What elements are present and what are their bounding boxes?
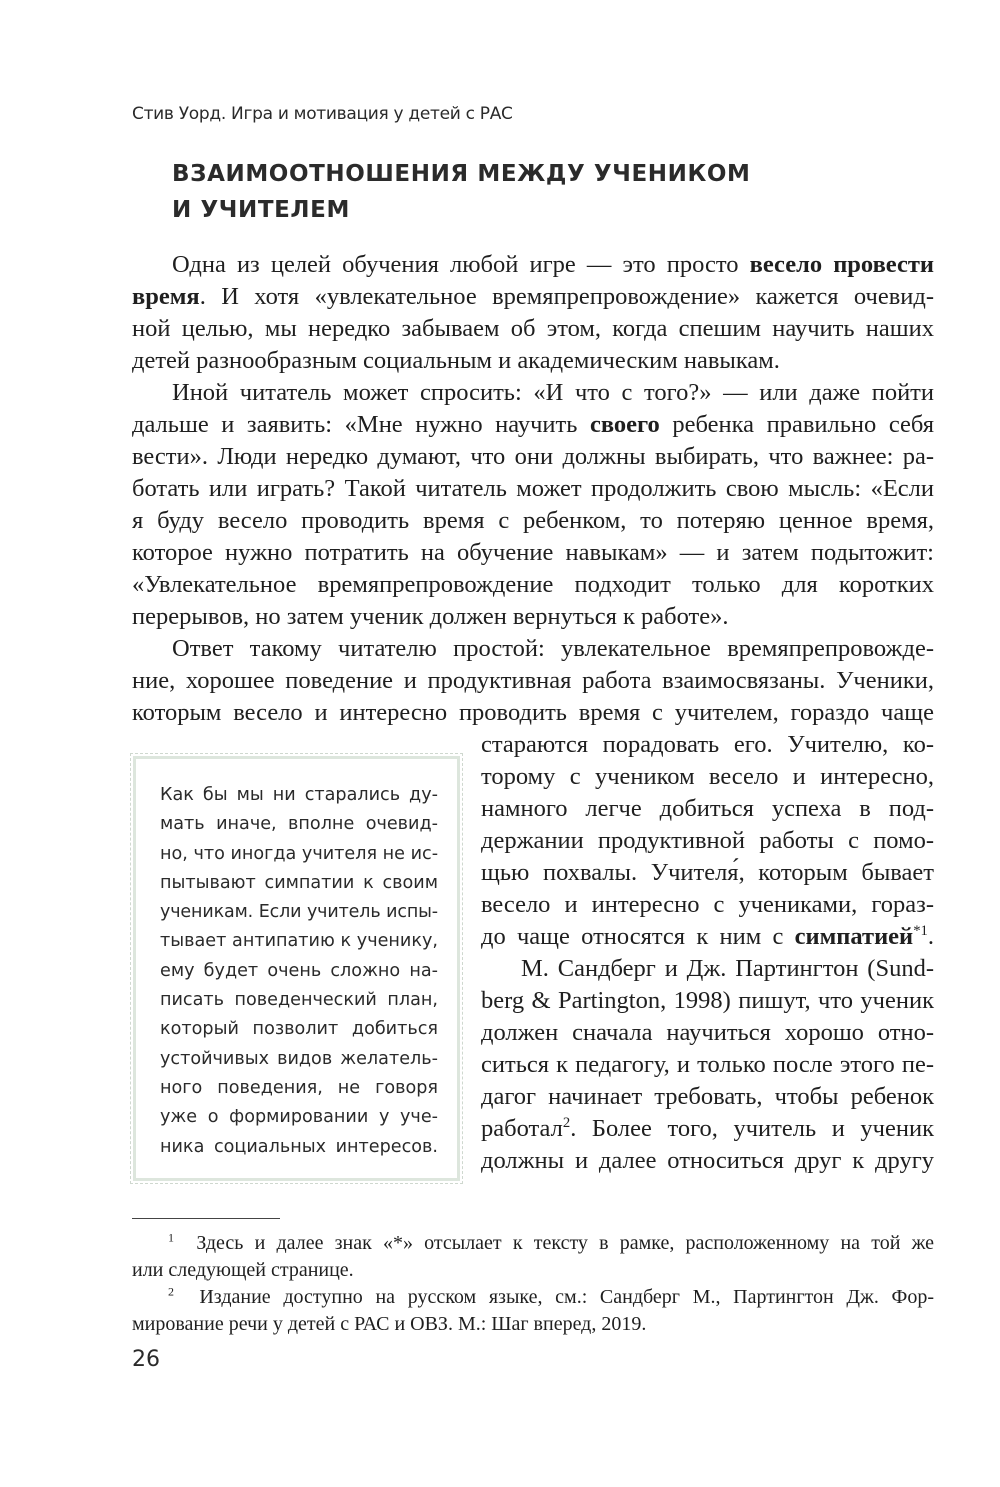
sidebar-box-line: уже о формировании у уче- <box>160 1107 438 1128</box>
sidebar-box-line: писать поведенческий план, <box>160 990 438 1011</box>
paragraph-2-line: Иной читатель может спросить: «И что с того?» — или даже пойти <box>172 379 934 406</box>
paragraph-3-line: щью похвалы. Учителя́, которым бывает <box>481 859 934 886</box>
footnote-2-line <box>132 1284 934 1311</box>
text-run: Одна из целей обучения любой игре — это просто <box>172 251 750 278</box>
paragraph-2-line <box>132 409 934 441</box>
paragraph-4-line: berg & Partington, 1998) пишут, что ученик <box>481 987 934 1014</box>
sidebar-box-line: Как бы мы ни старались ду- <box>160 785 438 805</box>
emphasis-text: своего <box>589 411 660 438</box>
paragraph-3-line: стараются порадовать его. Учителю, ко- <box>481 731 934 758</box>
sidebar-box-line: устойчивых видов желатель- <box>160 1048 438 1069</box>
footnote-divider <box>132 1218 280 1219</box>
section-title-line-1: ВЗАИМООТНОШЕНИЯ МЕЖДУ УЧЕНИКОМ <box>172 161 751 187</box>
running-header: Стив Уорд. Игра и мотивация у детей с РАС <box>132 104 513 124</box>
text-run: работал <box>481 1115 563 1142</box>
sidebar-box-line: ного поведения, не говоря <box>160 1077 438 1098</box>
paragraph-3-column <box>481 729 934 953</box>
footnote-2 <box>132 1284 934 1338</box>
emphasis-text: симпатией <box>794 923 914 950</box>
paragraph-3-line: Ответ такому читателю простой: увлекательное времяпрепровожде- <box>172 635 934 662</box>
footnote-ref: 2 <box>562 1114 571 1131</box>
paragraph-1-line: детей разнообразным социальным и академическим навыкам. <box>132 347 780 374</box>
sidebar-box-line: но, что иногда учителя не ис- <box>160 843 439 864</box>
paragraph-3-line: которым весело и интересно проводить время с учителем, гораздо чаще <box>132 699 934 726</box>
paragraph-2-line: ботать или играть? Такой читатель может продолжить свою мысль: «Если <box>132 475 934 502</box>
paragraph-1 <box>132 249 934 377</box>
text-run: Здесь и далее знак «*» отсылает к тексту в рамке, расположенному на той же <box>196 1232 935 1254</box>
text-run: . Более того, учитель и ученик <box>570 1115 934 1142</box>
paragraph-4-line: ситься к педагогу, и только после этого пе- <box>481 1051 934 1078</box>
paragraph-2 <box>132 377 934 633</box>
paragraph-3-line: торому с учеником весело и интересно, <box>481 763 934 790</box>
page-number: 26 <box>132 1347 160 1372</box>
sidebar-box <box>133 756 460 1181</box>
paragraph-4-line: должны и далее относиться друг к другу <box>481 1147 934 1174</box>
paragraph-3-line <box>481 921 934 953</box>
paragraph-1-line <box>132 281 934 313</box>
text-run: Издание доступно на русском языке, см.: Сандберг М., Партингтон Дж. Фор- <box>199 1286 935 1308</box>
text-run: . <box>927 923 934 950</box>
sidebar-box-line: ученикам. Если учитель испы- <box>160 902 438 923</box>
paragraph-3 <box>132 633 934 729</box>
footnote-marker: 2 <box>168 1284 174 1299</box>
sidebar-box-line: пытывают симпатии к своим <box>160 872 438 893</box>
section-title <box>172 156 872 228</box>
paragraph-2-line: перерывов, но затем ученик должен вернуться к работе». <box>132 603 729 630</box>
paragraph-3-line: держании продуктивной работы с помо- <box>481 827 934 854</box>
paragraph-4-line: М. Сандберг и Дж. Партингтон (Sund- <box>521 955 934 982</box>
paragraph-2-line: я буду весело проводить время с ребенком, то потеряю ценное время, <box>132 507 934 534</box>
footnote-1-line <box>132 1230 934 1257</box>
footnote-1-line: или следующей странице. <box>132 1259 354 1281</box>
sidebar-box-line: ему будет очень сложно на- <box>160 960 438 981</box>
section-title-line-2: И УЧИТЕЛЕМ <box>172 197 350 223</box>
text-run: . И хотя «увлекательное времяпрепровождение» кажется очевид- <box>199 283 934 310</box>
text-run: до чаще относятся к ним с <box>481 923 795 950</box>
text-run: дальше и заявить: «Мне нужно научить <box>132 411 590 438</box>
footnote-2-line: мирование речи у детей с РАС и ОВЗ. М.: Шаг вперед, 2019. <box>132 1313 647 1335</box>
paragraph-4-line: должен сначала научиться хорошо отно- <box>481 1019 934 1046</box>
footnote-marker: 1 <box>168 1230 174 1245</box>
paragraph-4-line: дагог начинает требовать, чтобы ребенок <box>481 1083 934 1110</box>
sidebar-box-line: который позволит добиться <box>160 1019 438 1040</box>
footnote-1 <box>132 1230 934 1284</box>
emphasis-text: весело провести <box>749 251 935 278</box>
paragraph-3-line: намного легче добиться успеха в под- <box>481 795 934 822</box>
paragraph-2-line: которое нужно потратить на обучение навыкам» — и затем подытожит: <box>132 539 934 566</box>
paragraph-3-line: весело и интересно с учениками, гораз- <box>481 891 934 918</box>
footnote-ref: *1 <box>913 922 928 939</box>
sidebar-box-line: ника социальных интересов. <box>160 1136 438 1157</box>
paragraph-1-line <box>132 249 934 281</box>
emphasis-text: время <box>132 283 200 310</box>
paragraph-4 <box>481 953 934 1177</box>
paragraph-2-line: вести». Люди нередко думают, что они должны выбирать, что важнее: ра- <box>132 443 934 470</box>
sidebar-box-line: тывает антипатию к ученику, <box>160 931 438 952</box>
sidebar-box-line: мать иначе, вполне очевид- <box>160 814 438 835</box>
paragraph-3-line: ние, хорошее поведение и продуктивная работа взаимосвязаны. Ученики, <box>132 667 934 694</box>
sidebar-box-text <box>160 781 438 1162</box>
paragraph-2-line: «Увлекательное времяпрепровождение подходит только для коротких <box>132 571 934 598</box>
paragraph-4-line <box>481 1113 934 1145</box>
text-run: ребенка правильно себя <box>659 411 934 438</box>
paragraph-1-line: ной целью, мы нередко забываем об этом, когда спешим научить наших <box>132 315 934 342</box>
